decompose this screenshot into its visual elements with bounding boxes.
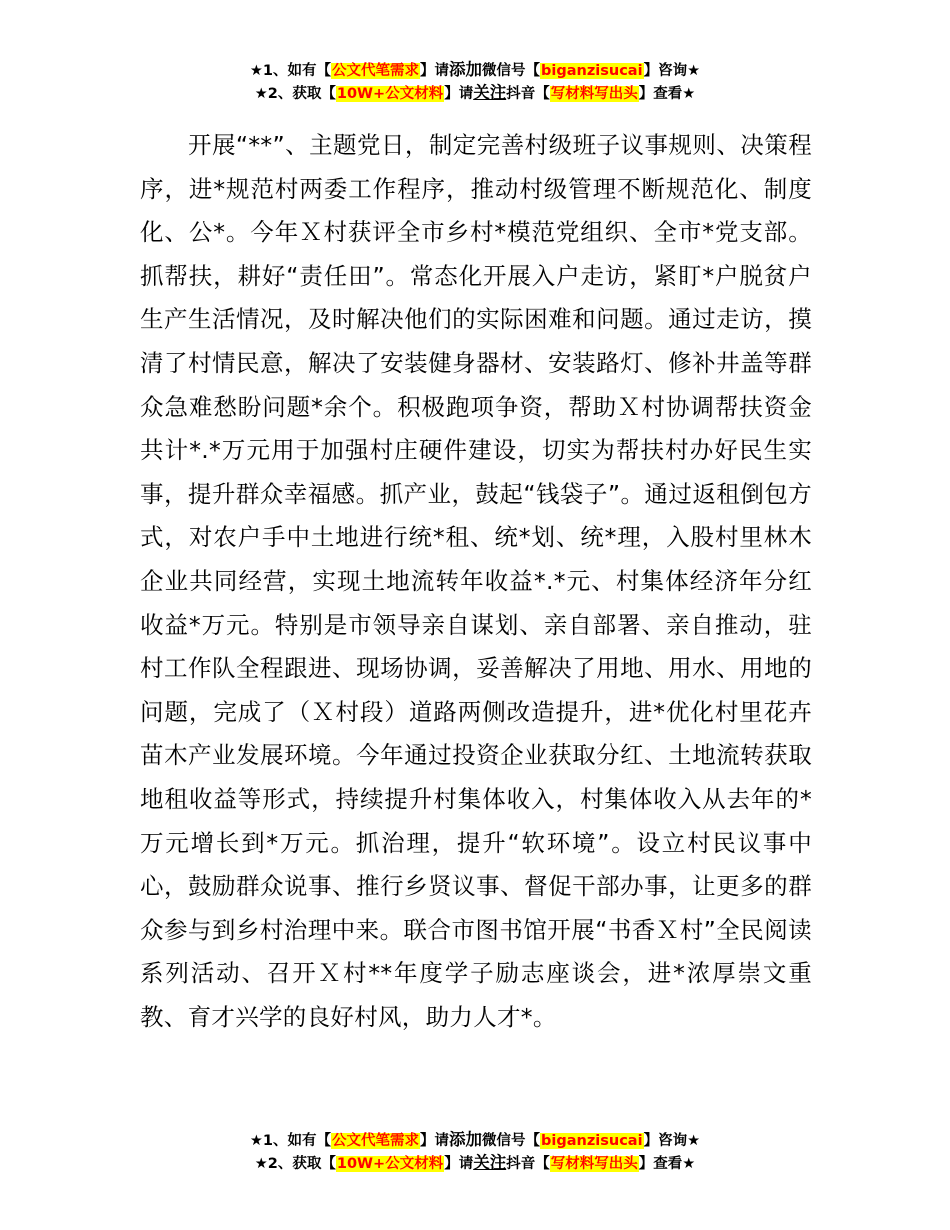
highlight-wechat-id: biganzisucai bbox=[541, 1133, 643, 1149]
banner-text: 】请 bbox=[444, 1156, 474, 1172]
banner-emphasis: 关注 bbox=[473, 83, 507, 102]
highlight-service: 公文代笔需求 bbox=[332, 1133, 420, 1149]
highlight-materials: 10W+公文材料 bbox=[336, 1156, 444, 1172]
highlight-materials: 10W+公文材料 bbox=[336, 86, 444, 102]
banner-text: ★1、如有【 bbox=[249, 1133, 332, 1149]
banner-text: ★2、获取【 bbox=[254, 1156, 336, 1172]
banner-text: 抖音【 bbox=[506, 1156, 550, 1172]
banner-line-1 bbox=[0, 59, 950, 82]
banner-text: 】查看★ bbox=[638, 86, 696, 102]
highlight-service: 公文代笔需求 bbox=[332, 63, 420, 79]
highlight-douyin-id: 写材料写出头 bbox=[550, 1156, 638, 1172]
highlight-wechat-id: biganzisucai bbox=[541, 63, 643, 79]
banner-text: 】咨询★ bbox=[643, 63, 701, 79]
banner-text: 微信号【 bbox=[482, 1133, 541, 1149]
banner-emphasis: 添加 bbox=[449, 1130, 483, 1149]
footer-banner bbox=[0, 1129, 950, 1175]
banner-text: ★2、获取【 bbox=[254, 86, 336, 102]
highlight-douyin-id: 写材料写出头 bbox=[550, 86, 638, 102]
header-banner bbox=[0, 59, 950, 105]
banner-text: ★1、如有【 bbox=[249, 63, 332, 79]
body-paragraph: 开展“**”、主题党日，制定完善村级班子议事规则、决策程序，进*规范村两委工作程序，推动村级管理不断规范化、制度化、公*。今年Ｘ村获评全市乡村*模范党组织、全市*党支部。抓帮扶，耕好“责任田”。常态化开展入户走访，紧盯*户脱贫户生产生活情况，及时解决他们的实际困难和问题。通过走访，摸清了村情民意，解决了安装健身器材、安装路灯、修补井盖等群众急难愁盼问题*余个。积极跑项争资，帮助Ｘ村协调帮扶资金共计*.*万元用于加强村庄硬件建设，切实为帮扶村办好民生实事，提升群众幸福感。抓产业，鼓起“钱袋子”。通过返租倒包方式，对农户手中土地进行统*租、统*划、统*理，入股村里林木企业共同经营，实现土地流转年收益*.*元、村集体经济年分红收益*万元。特别是市领导亲自谋划、亲自部署、亲自推动，驻村工作队全程跟进、现场协调，妥善解决了用地、用水、用地的问题，完成了（Ｘ村段）道路两侧改造提升，进*优化村里花卉苗木产业发展环境。今年通过投资企业获取分红、土地流转获取地租收益等形式，持续提升村集体收入，村集体收入从去年的*万元增长到*万元。抓治理，提升“软环境”。设立村民议事中心，鼓励群众说事、推行乡贤议事、督促干部办事，让更多的群众参与到乡村治理中来。联合市图书馆开展“书香Ｘ村”全民阅读系列活动、召开Ｘ村**年度学子励志座谈会，进*浓厚崇文重教、育才兴学的良好村风，助力人才*。 bbox=[140, 131, 812, 1031]
banner-text: 微信号【 bbox=[482, 63, 541, 79]
banner-emphasis: 关注 bbox=[473, 1153, 507, 1172]
banner-line-1 bbox=[0, 1129, 950, 1152]
banner-text: 】请 bbox=[420, 63, 450, 79]
banner-text: 】请 bbox=[420, 1133, 450, 1149]
banner-emphasis: 添加 bbox=[449, 60, 483, 79]
banner-text: 】咨询★ bbox=[643, 1133, 701, 1149]
banner-text: 】查看★ bbox=[638, 1156, 696, 1172]
banner-line-2 bbox=[0, 82, 950, 105]
banner-text: 】请 bbox=[444, 86, 474, 102]
banner-text: 抖音【 bbox=[506, 86, 550, 102]
banner-line-2 bbox=[0, 1152, 950, 1175]
